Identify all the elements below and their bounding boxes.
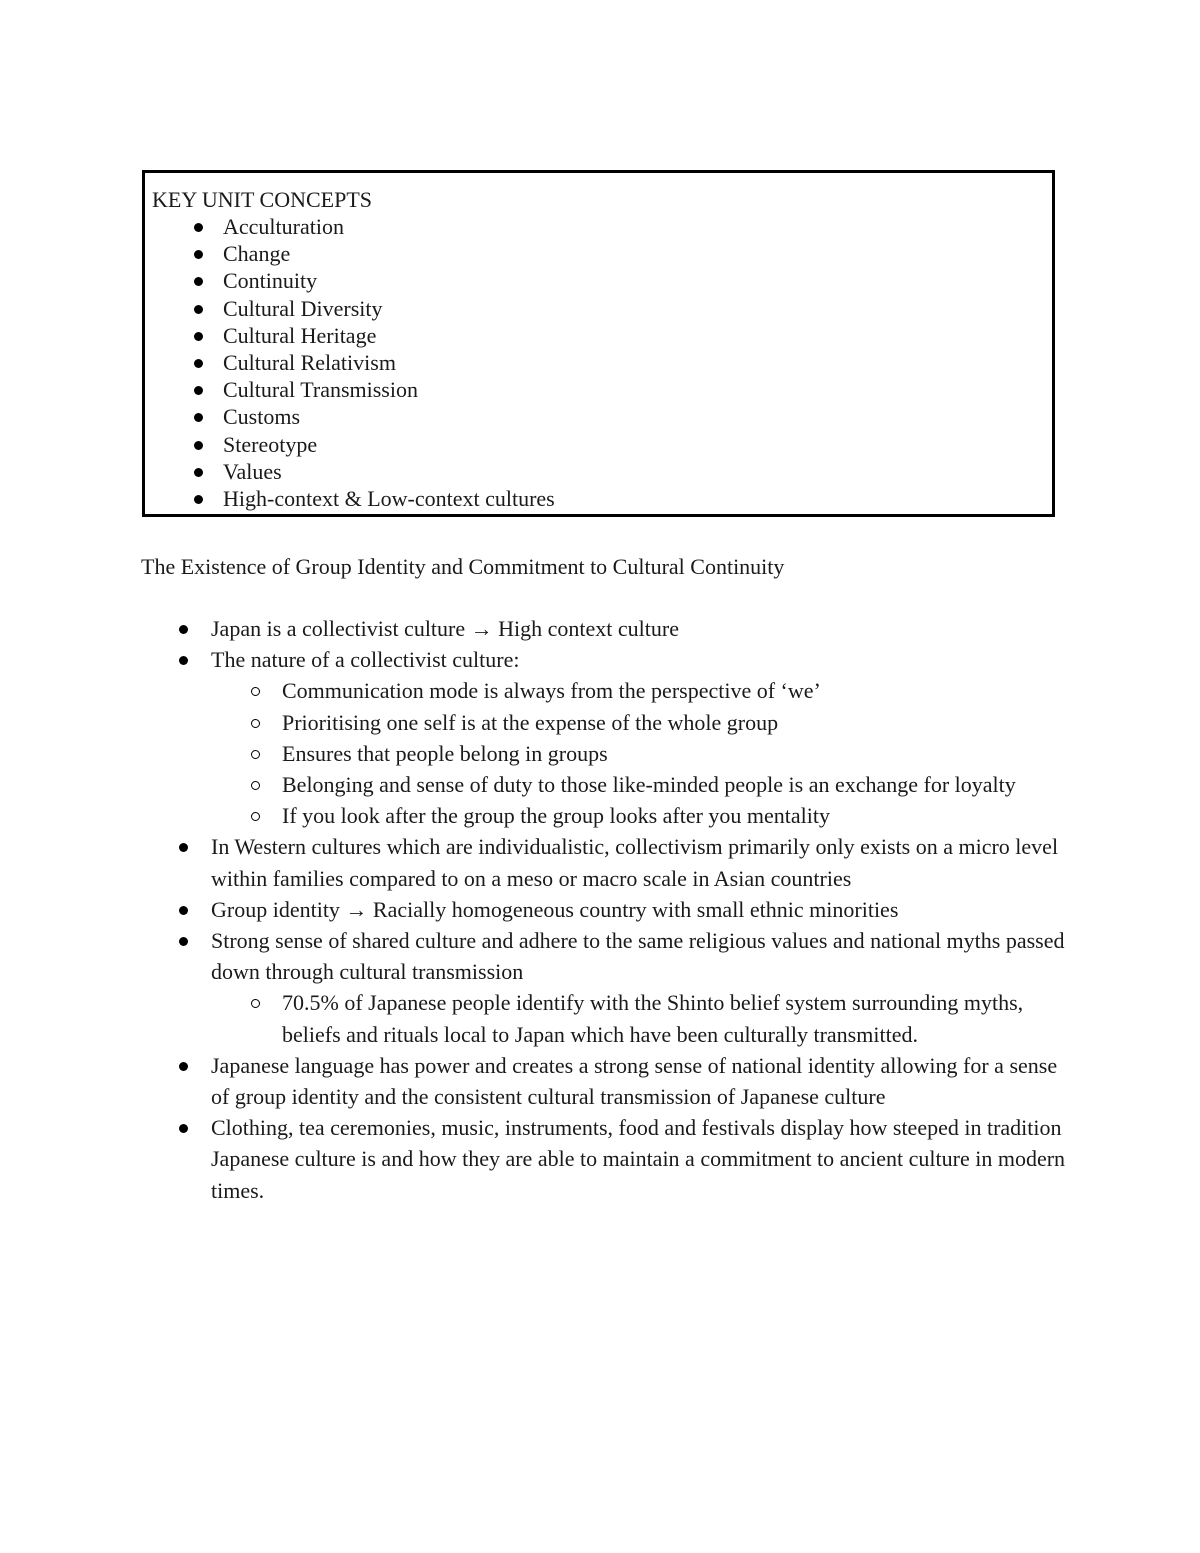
list-item: The nature of a collectivist culture: Communication mode is always from the perspective of ‘we’ Prioritising one self is at the expense of the whole group Ensures that people belong in groups Belonging and sense of duty to those like-minded people is an exchange for loyalty If you look after the group the group looks after you mentality [141,644,1071,831]
bullet-disc-icon [194,495,203,504]
bullet-disc-icon [194,441,203,450]
bullet-disc-icon [179,843,188,852]
list-item: Group identity → Racially homogeneous country with small ethnic minorities [141,894,1071,925]
list-item: Strong sense of shared culture and adhere to the same religious values and national myths passed down through cultural transmission 70.5% of Japanese people identify with the Shinto belief system surrounding myths, beliefs and rituals local to Japan which have been culturally transmitted. [141,925,1071,1050]
sub-list-item: Belonging and sense of duty to those like-minded people is an exchange for loyalty [211,769,1071,800]
concept-item: Cultural Diversity [152,295,1052,322]
bullet-disc-icon [194,277,203,286]
concept-item: Acculturation [152,213,1052,240]
concept-item: Cultural Transmission [152,376,1052,403]
key-concepts-box [142,170,1055,517]
list-item: In Western cultures which are individualistic, collectivism primarily only exists on a micro level within families compared to on a meso or macro scale in Asian countries [141,831,1071,893]
bullet-circle-icon [251,750,260,759]
sub-bullet-list [211,675,1071,831]
bullet-circle-icon [251,687,260,696]
list-item: Japan is a collectivist culture → High context culture [141,613,1071,644]
main-bullet-list [141,613,1071,1206]
concept-item: Values [152,458,1052,485]
concept-item: Continuity [152,267,1052,294]
bullet-disc-icon [179,1062,188,1071]
bullet-circle-icon [251,781,260,790]
sub-list-item: Prioritising one self is at the expense of the whole group [211,707,1071,738]
bullet-disc-icon [179,656,188,665]
concept-item: Cultural Relativism [152,349,1052,376]
key-concepts-list [152,213,1052,512]
bullet-disc-icon [179,1124,188,1133]
section-heading: The Existence of Group Identity and Commitment to Cultural Continuity [141,554,785,579]
key-concepts-title: KEY UNIT CONCEPTS [152,187,373,212]
bullet-disc-icon [194,332,203,341]
bullet-disc-icon [179,906,188,915]
concept-item: Customs [152,403,1052,430]
bullet-disc-icon [179,937,188,946]
bullet-disc-icon [194,468,203,477]
bullet-disc-icon [179,625,188,634]
sub-bullet-list [211,987,1071,1049]
sub-list-item: 70.5% of Japanese people identify with the Shinto belief system surrounding myths, beliefs and rituals local to Japan which have been culturally transmitted. [211,987,1071,1049]
concept-item: High-context & Low-context cultures [152,485,1052,512]
concept-item: Cultural Heritage [152,322,1052,349]
list-item: Japanese language has power and creates a strong sense of national identity allowing for a sense of group identity and the consistent cultural transmission of Japanese culture [141,1050,1071,1112]
bullet-circle-icon [251,812,260,821]
bullet-disc-icon [194,386,203,395]
sub-list-item: If you look after the group the group looks after you mentality [211,800,1071,831]
bullet-disc-icon [194,223,203,232]
bullet-circle-icon [251,999,260,1008]
concept-item: Stereotype [152,431,1052,458]
concept-item: Change [152,240,1052,267]
bullet-disc-icon [194,250,203,259]
sub-list-item: Communication mode is always from the perspective of ‘we’ [211,675,1071,706]
list-item: Clothing, tea ceremonies, music, instruments, food and festivals display how steeped in tradition Japanese culture is and how they are able to maintain a commitment to ancient culture in modern times. [141,1112,1071,1206]
bullet-disc-icon [194,359,203,368]
bullet-disc-icon [194,305,203,314]
bullet-disc-icon [194,413,203,422]
bullet-circle-icon [251,719,260,728]
sub-list-item: Ensures that people belong in groups [211,738,1071,769]
